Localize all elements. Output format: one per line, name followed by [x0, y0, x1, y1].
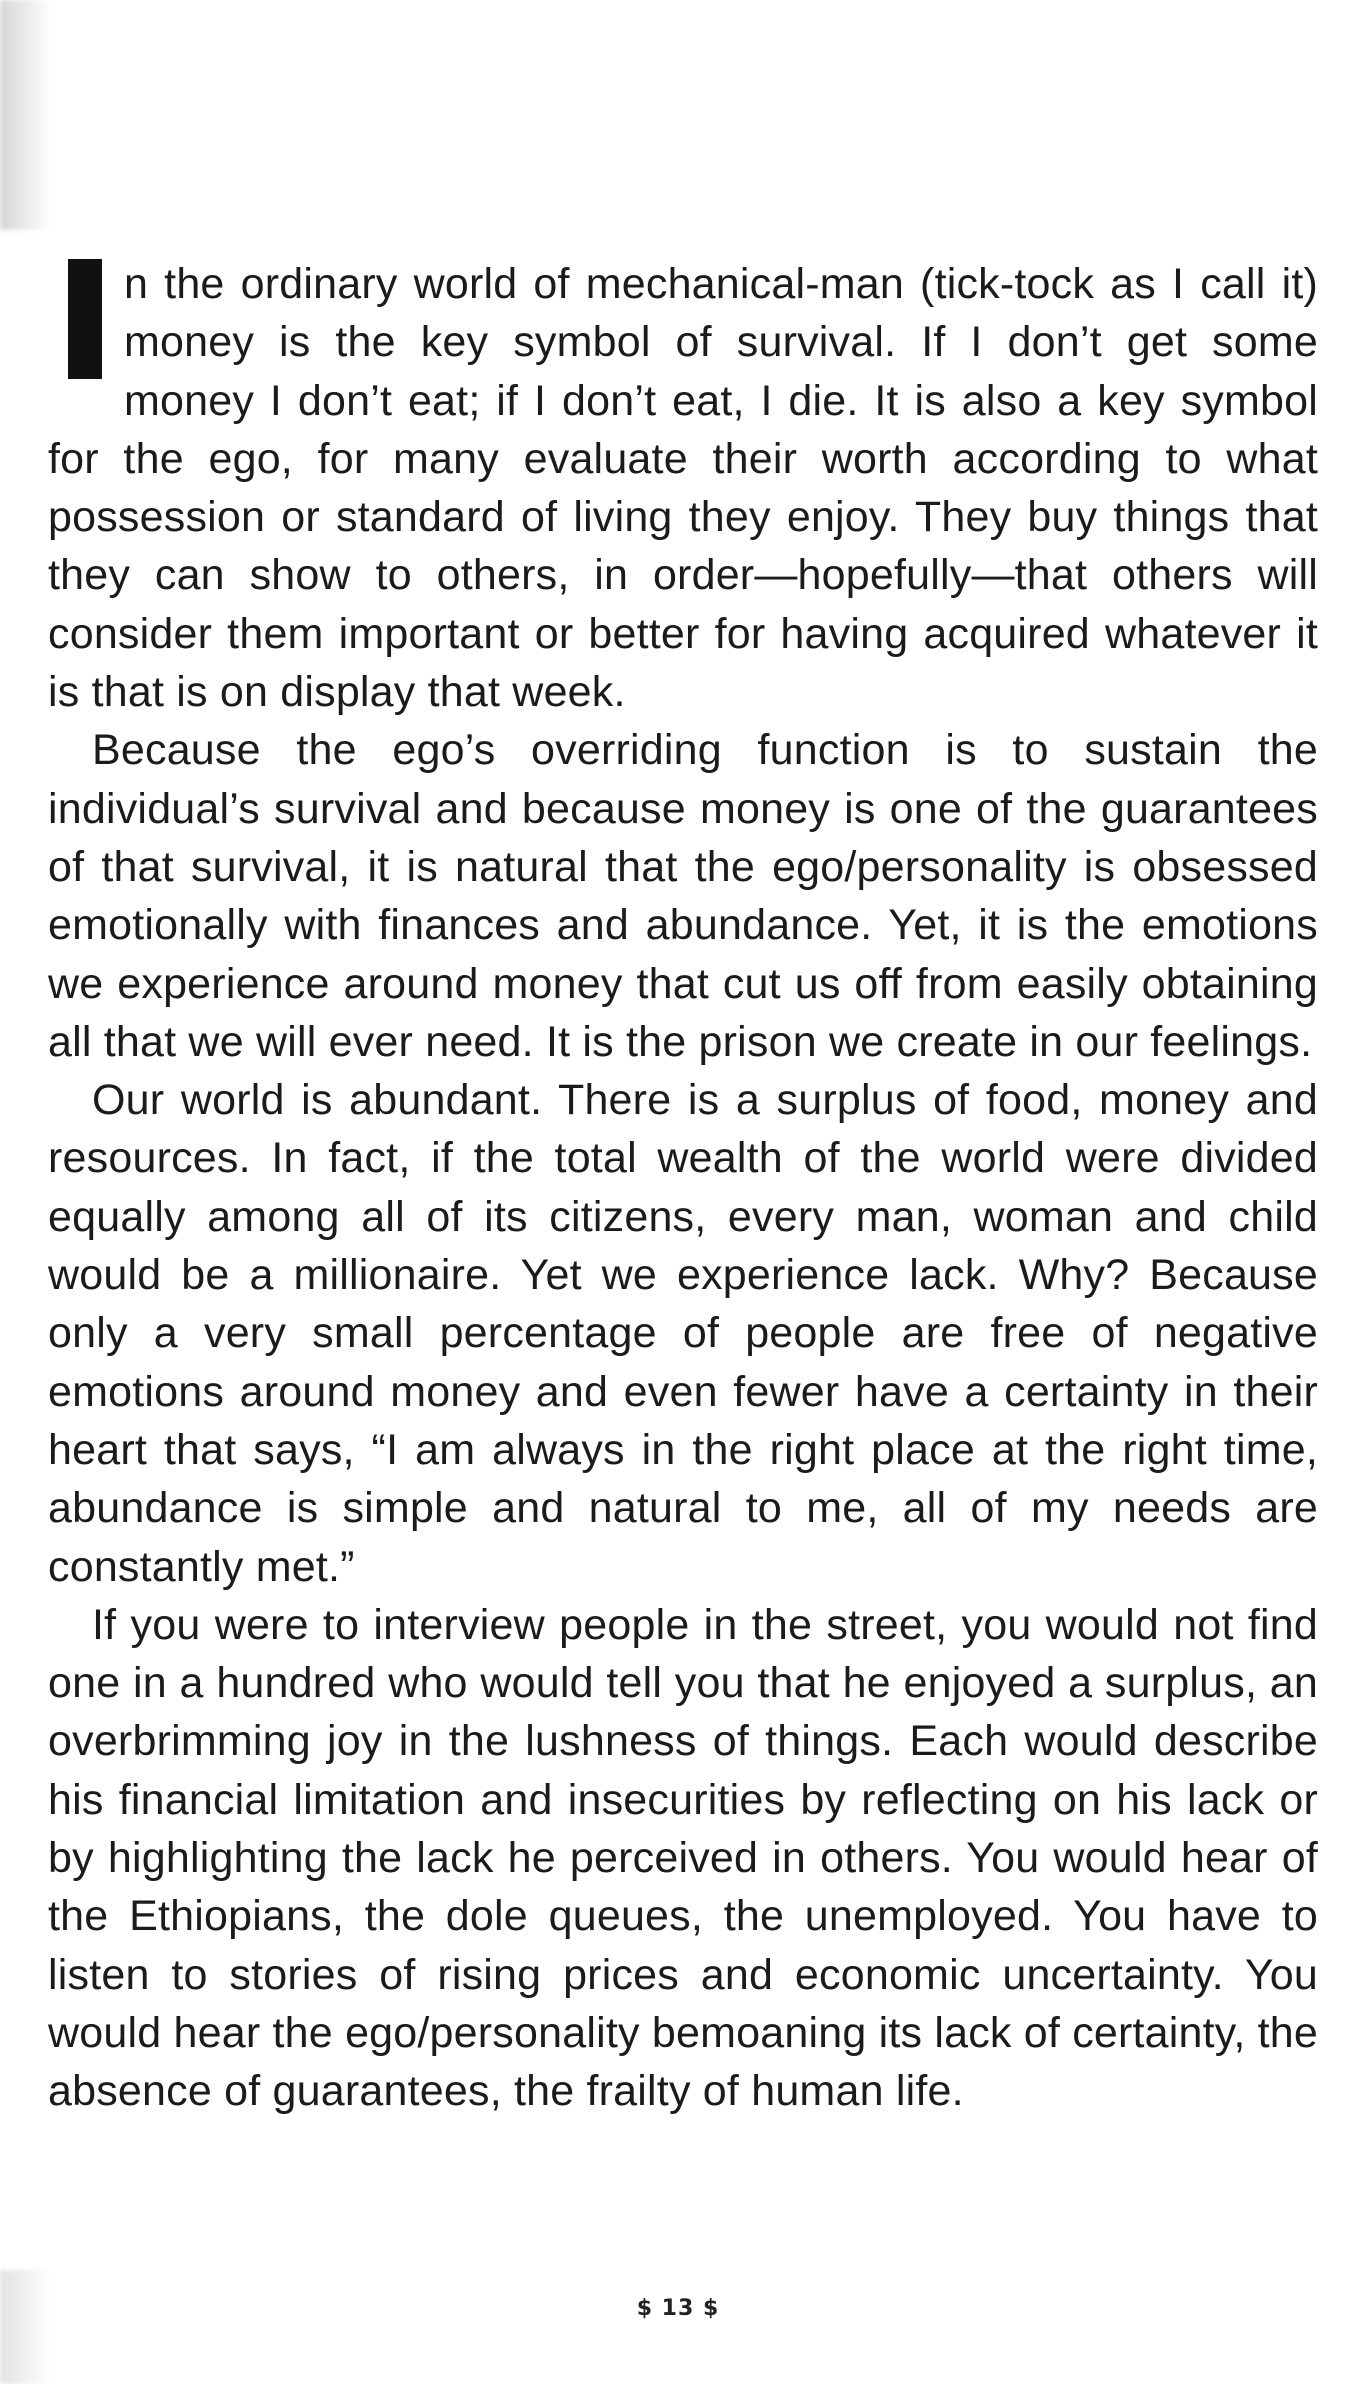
paragraph-1-text: n the ordinary world of mechanical-man (tick-tock as I call it) money is the key symbol of survival. If I don’t get some money I don’t eat; if I don’t eat, I die. It is also a key symbol for the ego, for many evaluate their worth according to what possession or standard of living they enjoy. They buy things that they can show to others, in order—hopefully—that others will consider them important or better for having acquired whatever it is that is on display that week.: [48, 260, 1318, 717]
drop-cap-letter: [68, 259, 102, 379]
body-text: [48, 255, 1318, 2121]
paragraph-1: [48, 255, 1318, 721]
paragraph-2: Because the ego’s overriding function is to sustain the individual’s survival and because money is one of the guarantees of that survival, it is natural that the ego/personality is obsessed emotionally with finances and abundance. Yet, it is the emotions we experience around money that cut us off from easily obtaining all that we will ever need. It is the prison we create in our feelings.: [48, 726, 1318, 1066]
page-edge-shadow-bottom: [0, 2270, 52, 2384]
paragraph-4: If you were to interview people in the street, you would not find one in a hundred who would tell you that he enjoyed a surplus, an overbrimming joy in the lushness of things. Each would describe his financial limitation and insecurities by reflecting on his lack or by highlighting the lack he perceived in others. You would hear of the Ethiopians, the dole queues, the unemployed. You have to listen to stories of rising prices and economic uncertainty. You would hear the ego/personality bemoaning its lack of certainty, the absence of guarantees, the frailty of human life.: [48, 1600, 1318, 2116]
page-edge-shadow-top: [0, 0, 52, 230]
paragraph-3: Our world is abundant. There is a surplus of food, money and resources. In fact, if the total wealth of the world were divided equally among all of its citizens, every man, woman and child would be a millionaire. Yet we experience lack. Why? Because only a very small percentage of people are free of negative emotions around money and even fewer have a certainty in their heart that says, “I am always in the right place at the right time, abundance is simple and natural to me, all of my needs are constantly met.”: [48, 1076, 1318, 1591]
page-number: $ 13 $: [636, 2296, 720, 2321]
